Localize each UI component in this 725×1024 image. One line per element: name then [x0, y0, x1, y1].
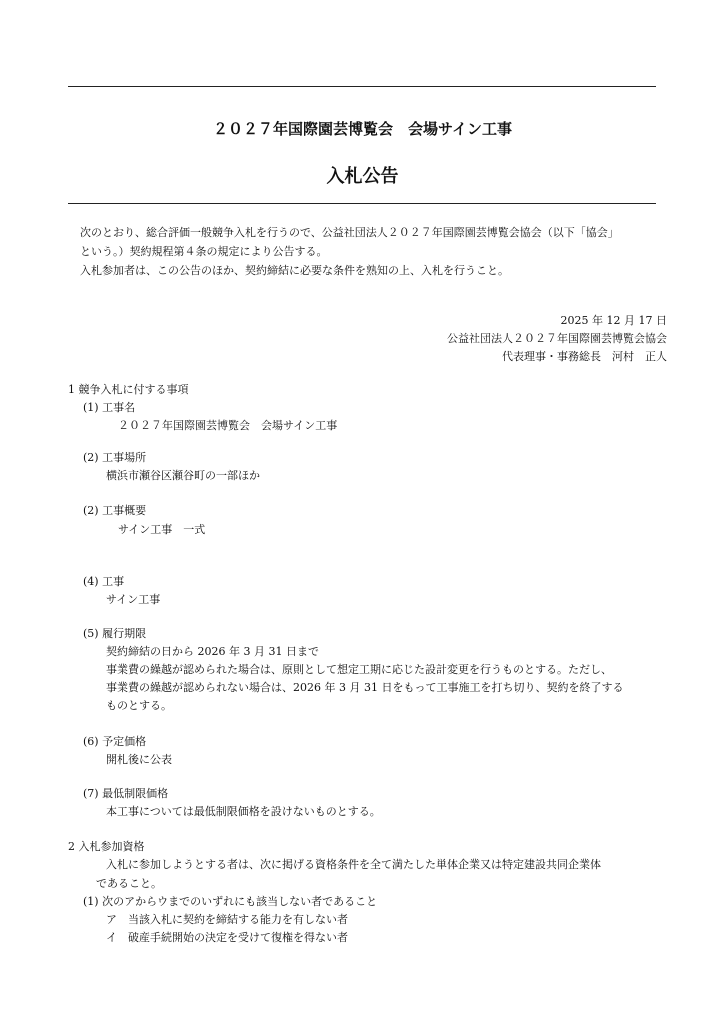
- item-label: (1) 工事名: [83, 401, 136, 414]
- item-line: ものとする。: [106, 699, 172, 712]
- item-label: (2) 工事場所: [83, 451, 147, 464]
- item-line: サイン工事: [106, 593, 161, 606]
- intro-line-2: という。）契約規程第４条の規定により公告する。: [80, 245, 328, 258]
- item-line: 事業費の繰越が認められない場合は、2026 年 3 月 31 日をもって工事施工を打ち切り、契約を終了する: [106, 681, 624, 694]
- section2-para-1: 入札に参加しようとする者は、次に掲げる資格条件を全て満たした単体企業又は特定建設共同企業体: [106, 858, 601, 871]
- item-line: 本工事については最低制限価格を設けないものとする。: [106, 805, 381, 818]
- item-label: (5) 履行期限: [83, 627, 147, 640]
- section2-item-1: (1) 次のアからウまでのいずれにも該当しない者であること: [83, 895, 378, 908]
- issue-date: 2025 年 12 月 17 日: [560, 314, 667, 327]
- section1-heading: 1 競争入札に付する事項: [68, 383, 189, 396]
- section2-para-2: であること。: [96, 877, 162, 890]
- item-line: 事業費の繰越が認められた場合は、原則として想定工期に応じた設計変更を行うものとする。ただし、: [106, 663, 612, 676]
- item-label: (2) 工事概要: [83, 504, 147, 517]
- section2-sub-i: イ 破産手続開始の決定を受けて復権を得ない者: [106, 931, 348, 944]
- section2-sub-a: ア 当該入札に契約を締結する能力を有しない者: [106, 913, 348, 926]
- item-label: (4) 工事: [83, 575, 125, 588]
- item-line: ２０２７年国際園芸博覧会 会場サイン工事: [118, 419, 338, 432]
- doc-title: 入札公告: [326, 166, 399, 187]
- item-line: 開札後に公表: [106, 753, 172, 766]
- section2-heading: 2 入札参加資格: [68, 840, 145, 853]
- item-label: (6) 予定価格: [83, 735, 147, 748]
- top-rule: [68, 86, 656, 87]
- item-line: サイン工事 一式: [118, 523, 206, 536]
- item-line: 契約締結の日から 2026 年 3 月 31 日まで: [106, 645, 319, 658]
- item-line: 横浜市瀬谷区瀬谷町の一部ほか: [106, 469, 260, 482]
- issuer-rep: 代表理事・事務総長 河村 正人: [502, 350, 667, 363]
- issuer-org: 公益社団法人２０２７年国際園芸博覧会協会: [447, 332, 667, 345]
- bottom-rule: [68, 203, 656, 204]
- intro-line-3: 入札参加者は、この公告のほか、契約締結に必要な条件を熟知の上、入札を行うこと。: [80, 264, 509, 277]
- intro-line-1: 次のとおり、総合評価一般競争入札を行うので、公益社団法人２０２７年国際園芸博覧会協会（以下「協会」: [80, 226, 619, 239]
- item-label: (7) 最低制限価格: [83, 787, 169, 800]
- event-title: ２０２７年国際園芸博覧会 会場サイン工事: [213, 120, 512, 138]
